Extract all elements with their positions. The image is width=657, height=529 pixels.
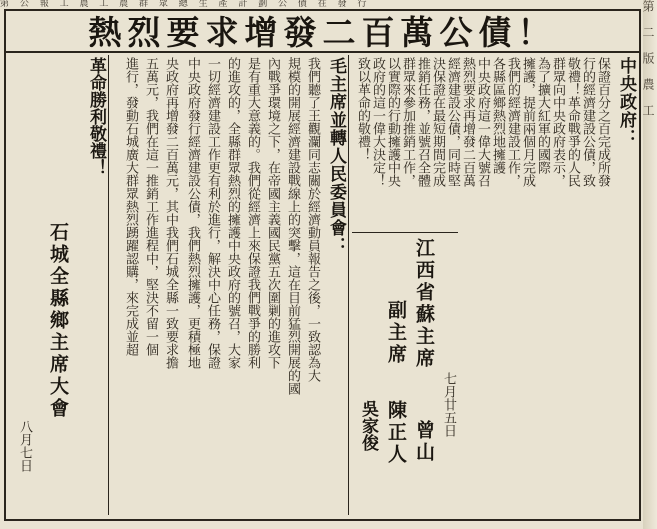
- right-closing: 致以革命的敬禮！: [355, 57, 370, 161]
- middle-line: 央政府再增發二百萬元，其中我們石城全縣一致要求擔: [163, 57, 178, 369]
- right-line: 敬禮！革命戰爭的人民: [565, 57, 580, 187]
- signatory-vice-name: 陳正人: [385, 400, 407, 466]
- right-line: 擁護，提前兩個月完成: [520, 57, 535, 187]
- column-divider: [108, 55, 109, 515]
- signatory-vice-title: 副主席: [385, 300, 407, 366]
- signatory-vice-name: 吳家俊: [358, 400, 378, 451]
- middle-line: 規模的開展經濟建設戰線上的突擊，這在目前猛烈開展的國: [285, 57, 300, 395]
- right-line: 中央政府這一偉大號召: [475, 57, 490, 187]
- middle-line: 內戰爭環境之下，在帝國主義國民黨五次圍剿的進攻下: [265, 57, 280, 369]
- right-line: 決保證在最短期間完成: [430, 57, 445, 187]
- middle-heading: 毛主席並轉人民委員會：: [326, 57, 346, 255]
- column-divider: [348, 55, 349, 515]
- middle-line: 中央政府發行經濟建設公債，我們熱烈擁護，更積極地: [185, 57, 200, 369]
- right-line: 推銷任務，並號召全體: [415, 57, 430, 187]
- middle-line: 五萬元，我們在這一推銷工作進程中，堅決不留一個: [143, 57, 158, 356]
- middle-closing: 革命勝利敬禮！: [86, 57, 106, 176]
- right-line: 為了擴大紅軍的國際: [535, 57, 550, 174]
- signatory-province: 江西省蘇主席: [413, 238, 435, 370]
- adjacent-page-edge: 第 二 版 農 工: [643, 0, 657, 529]
- middle-line: 進行，發動石城廣大群眾熱烈踴躍認購，來完成並超: [123, 57, 138, 356]
- signatory-chair-name: 曾山: [413, 420, 435, 464]
- right-line: 經濟建設公債，同時堅: [445, 57, 460, 187]
- right-line: 群眾來參加推銷工作，: [400, 57, 415, 187]
- right-line: 保證百分之百完成所發: [595, 57, 610, 187]
- right-line: 行的經濟建設公債，致: [580, 57, 595, 187]
- right-line: 群眾向中央政府表示，: [550, 57, 565, 187]
- signatory-date: 七月廿五日: [441, 372, 456, 437]
- right-line: 以實際的行動擁護中央: [385, 57, 400, 187]
- middle-line: 是有重大意義的。我們從經濟上來保證我們戰爭的勝利: [245, 57, 260, 369]
- assembly-signature: 石城全縣鄉主席大會: [47, 222, 69, 420]
- right-line: 政府的這一偉大決定！: [370, 57, 385, 187]
- middle-line: 一切經濟建設工作更有利於進行，解決中心任務，保證: [205, 57, 220, 369]
- middle-line: 的進攻的，全縣群眾熱烈的擁護中央政府的號召，大家: [225, 57, 240, 369]
- right-line: 我們的經濟建設工作，: [505, 57, 520, 187]
- headline-banner: [4, 9, 641, 53]
- assembly-date: 八月七日: [17, 420, 32, 472]
- headline: 熱烈要求增發二百萬公債！: [88, 12, 557, 52]
- right-heading: 中央政府：: [616, 57, 636, 147]
- right-line: 熱烈要求再增發二百萬: [460, 57, 475, 187]
- signatory-divider: [352, 232, 458, 233]
- top-edge-text: 第 公 報 工 農 工 農 群 眾 總 生 產 計 劃 公 債 在 發 行: [0, 0, 371, 9]
- middle-line: 我們聽了王觀瀾同志關於經濟動員報告之後，一致認為大: [305, 57, 320, 382]
- right-line: 各縣區鄉熱烈地擁護: [490, 57, 505, 174]
